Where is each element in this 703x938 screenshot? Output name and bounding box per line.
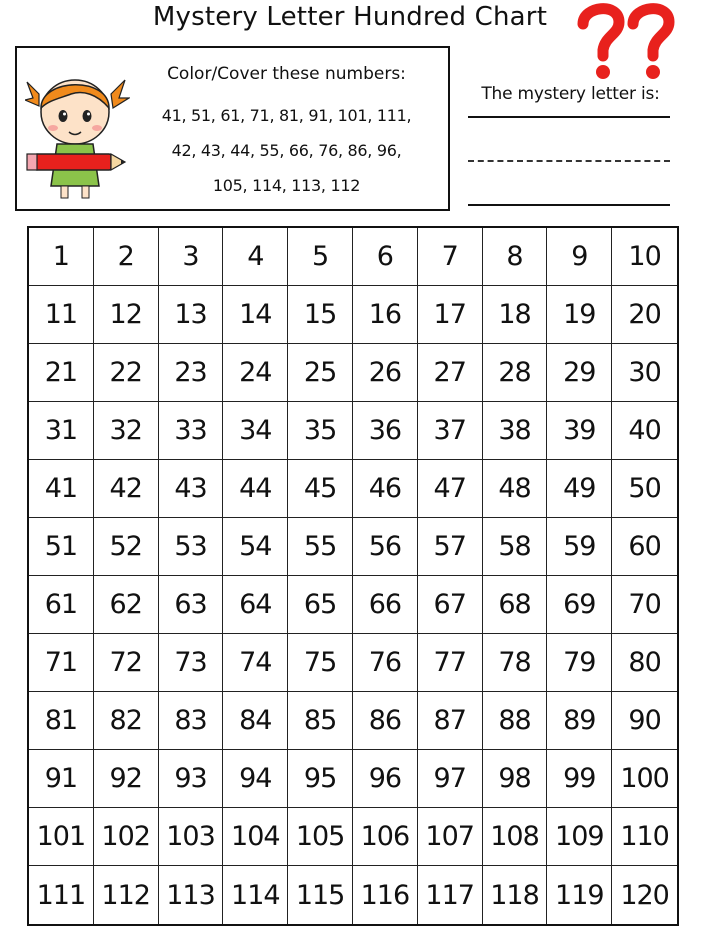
chart-cell[interactable]: 48	[483, 460, 548, 518]
instructions-heading: Color/Cover these numbers:	[167, 64, 406, 84]
chart-cell[interactable]: 79	[547, 634, 612, 692]
chart-cell[interactable]: 74	[223, 634, 288, 692]
chart-cell[interactable]: 42	[94, 460, 159, 518]
chart-cell[interactable]: 26	[353, 344, 418, 402]
chart-cell[interactable]: 89	[547, 692, 612, 750]
chart-cell[interactable]: 40	[612, 402, 677, 460]
chart-cell[interactable]: 93	[159, 750, 224, 808]
chart-cell[interactable]: 120	[620, 879, 669, 911]
chart-cell[interactable]: 15	[288, 286, 353, 344]
chart-cell[interactable]: 50	[612, 460, 677, 518]
chart-cell[interactable]: 72	[94, 634, 159, 692]
chart-cell[interactable]: 106	[353, 808, 418, 866]
chart-cell[interactable]: 27	[418, 344, 483, 402]
chart-cell[interactable]: 12	[94, 286, 159, 344]
chart-cell[interactable]: 7	[418, 228, 483, 286]
chart-cell[interactable]: 43	[159, 460, 224, 518]
chart-cell[interactable]: 60	[612, 518, 677, 576]
chart-cell[interactable]: 58	[483, 518, 548, 576]
chart-cell[interactable]: 119	[547, 866, 612, 924]
chart-cell[interactable]: 32	[94, 402, 159, 460]
chart-cell[interactable]: 36	[353, 402, 418, 460]
chart-cell[interactable]: 109	[547, 808, 612, 866]
chart-cell[interactable]: 19	[547, 286, 612, 344]
chart-cell[interactable]: 85	[288, 692, 353, 750]
chart-cell[interactable]: 69	[547, 576, 612, 634]
chart-cell[interactable]: 112	[94, 866, 159, 924]
chart-cell[interactable]: 100	[612, 750, 677, 808]
chart-cell[interactable]: 73	[159, 634, 224, 692]
chart-cell[interactable]: 51	[29, 518, 94, 576]
chart-cell[interactable]: 97	[418, 750, 483, 808]
number-list-line-3: 105, 114, 113, 112	[212, 176, 361, 195]
chart-cell[interactable]: 104	[223, 808, 288, 866]
chart-cell[interactable]: 86	[353, 692, 418, 750]
chart-cell[interactable]: 105	[288, 808, 353, 866]
chart-cell[interactable]: 118	[483, 866, 548, 924]
hundred-chart-grid	[27, 226, 679, 926]
chart-cell[interactable]: 29	[547, 344, 612, 402]
question-marks-icon	[575, 0, 680, 82]
chart-cell[interactable]: 115	[288, 866, 353, 924]
number-list-line-1: 41, 51, 61, 71, 81, 91, 101, 111,	[161, 106, 412, 125]
chart-cell[interactable]: 83	[159, 692, 224, 750]
chart-cell[interactable]: 45	[288, 460, 353, 518]
chart-cell[interactable]: 6	[353, 228, 418, 286]
answer-middle-dashed-line	[468, 160, 670, 162]
chart-cell[interactable]: 103	[159, 808, 224, 866]
chart-cell[interactable]: 77	[418, 634, 483, 692]
chart-cell[interactable]: 10	[612, 228, 677, 286]
chart-cell[interactable]: 13	[159, 286, 224, 344]
chart-cell[interactable]: 64	[223, 576, 288, 634]
chart-cell[interactable]: 16	[353, 286, 418, 344]
chart-cell[interactable]: 75	[288, 634, 353, 692]
girl-with-pencil-icon	[25, 64, 130, 204]
chart-cell[interactable]: 63	[159, 576, 224, 634]
chart-cell[interactable]: 2	[94, 228, 159, 286]
chart-cell[interactable]: 3	[159, 228, 224, 286]
chart-cell[interactable]: 81	[29, 692, 94, 750]
chart-cell[interactable]: 20	[612, 286, 677, 344]
chart-cell[interactable]: 113	[159, 866, 224, 924]
chart-cell[interactable]: 94	[223, 750, 288, 808]
chart-cell[interactable]: 56	[353, 518, 418, 576]
chart-cell[interactable]: 114	[223, 866, 288, 924]
chart-cell[interactable]: 28	[483, 344, 548, 402]
chart-cell[interactable]: 54	[223, 518, 288, 576]
chart-cell[interactable]: 62	[94, 576, 159, 634]
chart-cell[interactable]: 1	[29, 228, 94, 286]
chart-cell[interactable]: 110	[612, 808, 677, 866]
chart-cell[interactable]: 96	[353, 750, 418, 808]
chart-cell[interactable]: 17	[418, 286, 483, 344]
chart-cell[interactable]: 116	[353, 866, 418, 924]
chart-cell[interactable]: 14	[223, 286, 288, 344]
chart-cell[interactable]: 71	[29, 634, 94, 692]
chart-cell[interactable]: 38	[483, 402, 548, 460]
chart-cell[interactable]: 61	[29, 576, 94, 634]
chart-cell[interactable]: 21	[29, 344, 94, 402]
chart-cell[interactable]: 107	[418, 808, 483, 866]
chart-cell[interactable]: 18	[483, 286, 548, 344]
chart-cell[interactable]: 102	[94, 808, 159, 866]
chart-cell[interactable]: 5	[288, 228, 353, 286]
chart-cell[interactable]: 55	[288, 518, 353, 576]
chart-cell[interactable]: 8	[483, 228, 548, 286]
chart-cell[interactable]: 35	[288, 402, 353, 460]
chart-cell[interactable]: 101	[29, 808, 94, 866]
chart-cell[interactable]: 99	[547, 750, 612, 808]
chart-cell[interactable]: 11	[29, 286, 94, 344]
chart-cell[interactable]: 108	[483, 808, 548, 866]
chart-cell[interactable]: 98	[483, 750, 548, 808]
chart-cell[interactable]: 22	[94, 344, 159, 402]
chart-cell[interactable]: 23	[159, 344, 224, 402]
chart-cell[interactable]: 9	[547, 228, 612, 286]
chart-cell[interactable]: 90	[612, 692, 677, 750]
chart-cell[interactable]: 92	[94, 750, 159, 808]
chart-cell[interactable]: 95	[288, 750, 353, 808]
chart-cell[interactable]: 91	[29, 750, 94, 808]
number-list-line-2: 42, 43, 44, 55, 66, 76, 86, 96,	[171, 141, 402, 160]
answer-top-line	[468, 116, 670, 118]
chart-cell[interactable]: 68	[483, 576, 548, 634]
chart-cell[interactable]: 49	[547, 460, 612, 518]
chart-cell[interactable]: 30	[612, 344, 677, 402]
chart-cell[interactable]: 87	[418, 692, 483, 750]
chart-cell[interactable]: 53	[159, 518, 224, 576]
mystery-letter-label: The mystery letter is:	[481, 84, 660, 104]
answer-bottom-line	[468, 204, 670, 206]
chart-cell[interactable]: 82	[94, 692, 159, 750]
chart-cell[interactable]: 84	[223, 692, 288, 750]
chart-cell[interactable]: 57	[418, 518, 483, 576]
chart-cell[interactable]: 33	[159, 402, 224, 460]
chart-cell[interactable]: 46	[353, 460, 418, 518]
chart-cell[interactable]: 34	[223, 402, 288, 460]
chart-cell[interactable]: 88	[483, 692, 548, 750]
instructions-box	[15, 46, 450, 211]
chart-cell[interactable]: 59	[547, 518, 612, 576]
chart-cell[interactable]: 39	[547, 402, 612, 460]
chart-cell[interactable]: 66	[353, 576, 418, 634]
chart-cell[interactable]: 44	[223, 460, 288, 518]
chart-cell[interactable]: 117	[418, 866, 483, 924]
chart-cell[interactable]: 47	[418, 460, 483, 518]
chart-cell[interactable]: 41	[29, 460, 94, 518]
chart-cell[interactable]: 76	[353, 634, 418, 692]
chart-cell[interactable]: 67	[418, 576, 483, 634]
chart-cell[interactable]: 78	[483, 634, 548, 692]
chart-cell[interactable]: 80	[612, 634, 677, 692]
page-title: Mystery Letter Hundred Chart	[152, 2, 548, 32]
chart-cell[interactable]: 31	[29, 402, 94, 460]
chart-cell[interactable]: 70	[612, 576, 677, 634]
chart-cell[interactable]: 65	[288, 576, 353, 634]
chart-cell[interactable]: 25	[288, 344, 353, 402]
chart-cell[interactable]: 37	[418, 402, 483, 460]
chart-cell[interactable]: 111	[29, 866, 94, 924]
chart-cell[interactable]: 4	[223, 228, 288, 286]
chart-cell[interactable]: 24	[223, 344, 288, 402]
chart-cell[interactable]: 52	[94, 518, 159, 576]
